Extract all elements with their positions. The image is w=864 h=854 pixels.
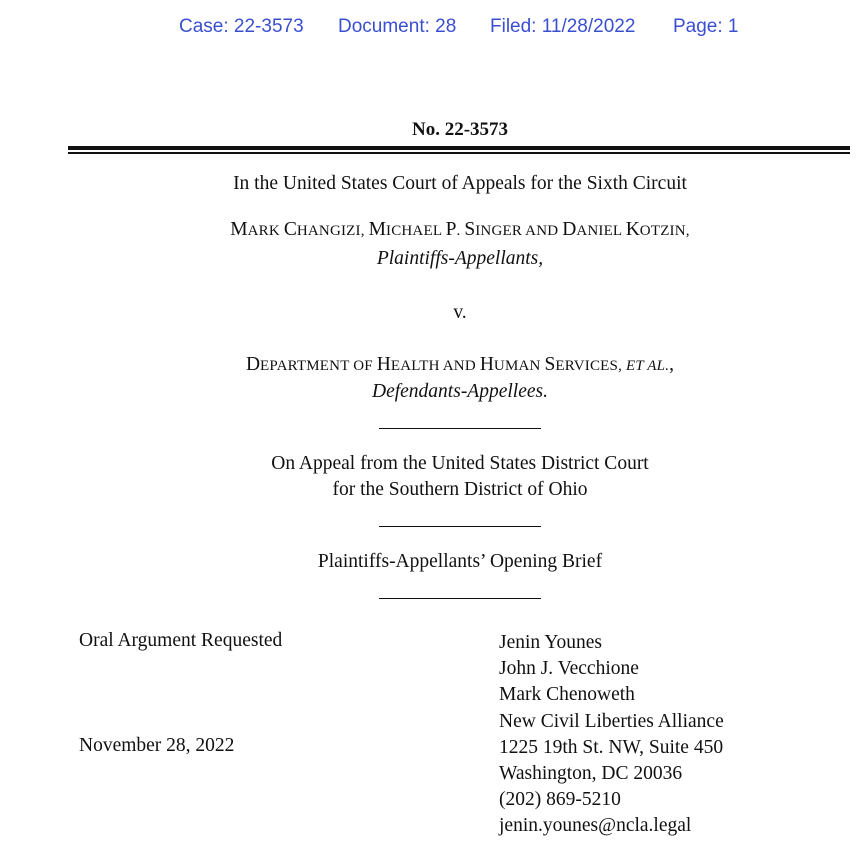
appeal-origin-line-2: for the Southern District of Ohio (332, 479, 588, 500)
separator-line (379, 428, 541, 429)
versus: v. (453, 302, 467, 323)
counsel-name: Mark Chenoweth (499, 684, 635, 706)
filing-header (0, 16, 864, 40)
counsel-name: John J. Vecchione (499, 658, 639, 680)
separator-line (379, 526, 541, 527)
counsel-phone: (202) 869-5210 (499, 789, 621, 811)
appellant-role: Plaintiffs-Appellants, (376, 248, 544, 269)
appellee-role: Defendants-Appellees. (372, 381, 548, 402)
counsel-street-address: 1225 19th St. NW, Suite 450 (499, 736, 724, 758)
oral-argument-notice: Oral Argument Requested (79, 630, 283, 651)
appeal-origin-line-1: On Appeal from the United States District Court (271, 453, 649, 474)
counsel-block (499, 630, 724, 840)
court-name: In the United States Court of Appeals for the Sixth Circuit (233, 173, 687, 194)
counsel-name: Jenin Younes (499, 632, 602, 653)
counsel-city-state: Washington, DC 20036 (499, 762, 683, 784)
docket-number: No. 22-3573 (411, 119, 509, 140)
case-number-stamp: Case: 22-3573 (179, 16, 304, 37)
counsel-organization: New Civil Liberties Alliance (499, 710, 724, 732)
title-rule-thin (68, 152, 850, 154)
appellant-names: MARK CHANGIZI, MICHAEL P. SINGER AND DANIEL KOTZIN, (230, 219, 690, 240)
title-rule-thick (68, 146, 850, 150)
appellee-names: DEPARTMENT OF HEALTH AND HUMAN SERVICES, ET AL., (245, 354, 675, 375)
brief-title: Plaintiffs-Appellants’ Opening Brief (317, 551, 603, 572)
counsel-email: jenin.younes@ncla.legal (499, 815, 692, 837)
document-number-stamp: Document: 28 (338, 16, 457, 37)
separator-line (379, 598, 541, 599)
page-number-stamp: Page: 1 (673, 16, 739, 37)
filed-date-stamp: Filed: 11/28/2022 (490, 16, 636, 37)
filing-date: November 28, 2022 (79, 735, 235, 756)
